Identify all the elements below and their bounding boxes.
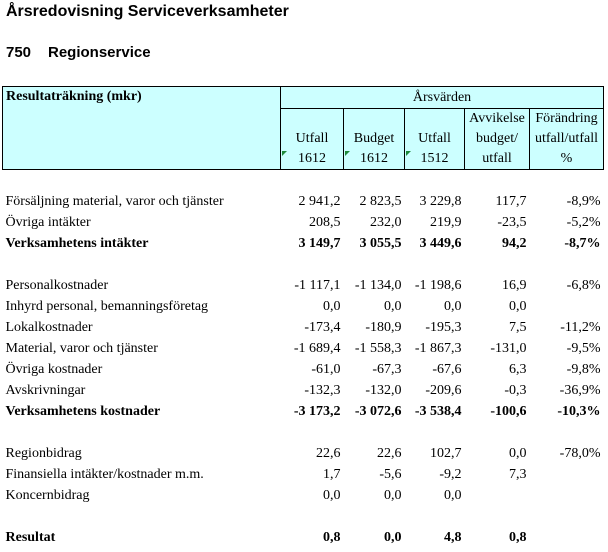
table-row [3,191,604,212]
value-cell: 0,8 [323,530,341,545]
empty-cell [3,422,281,443]
row-label: Regionbidrag [5,446,82,461]
value-cell [530,527,604,548]
empty-cell [465,506,530,527]
unit-code: 750 [6,44,32,61]
column-header-line: 1612 [298,151,326,166]
value-cell: -195,3 [425,320,462,335]
unit-name: Regionservice [48,44,151,61]
table-row [3,443,604,464]
group-header: Årsvärden [281,87,604,109]
total-row [3,527,604,548]
row-label: Koncernbidrag [5,488,90,503]
value-cell: 0,8 [509,530,527,545]
row-label: Verksamhetens kostnader [5,404,161,419]
value-cell: -132,3 [304,383,341,398]
value-cell: 16,9 [502,278,527,293]
value-cell: 2 823,5 [359,194,402,209]
empty-cell [530,170,604,192]
value-cell: 208,5 [309,215,341,230]
value-cell: 22,6 [377,446,402,461]
empty-cell [344,170,405,192]
value-cell: -61,0 [311,362,341,377]
empty-cell [344,506,405,527]
table-row [3,317,604,338]
value-cell: 6,3 [509,362,527,377]
value-cell: -132,0 [365,383,402,398]
column-header-line: Avvikelse [469,111,525,126]
empty-cell [344,422,405,443]
column-header-5 [530,109,604,170]
header-row-top [3,87,604,109]
value-cell: -1 689,4 [293,341,341,356]
table-row [3,212,604,233]
value-cell [530,464,604,485]
row-label: Inhyrd personal, bemanningsföretag [5,299,209,314]
column-header-1 [281,109,344,170]
empty-cell [465,254,530,275]
column-header-line: budget/ [476,131,518,146]
column-header-line: Utfall [418,131,451,146]
value-cell: -67,3 [372,362,402,377]
empty-cell [3,170,281,192]
value-cell [530,296,604,317]
value-cell: 3 149,7 [298,236,341,251]
value-cell: -100,6 [490,404,527,419]
value-cell: 0,0 [509,299,527,314]
table-row [3,275,604,296]
value-cell: -9,5% [566,341,601,356]
empty-cell [281,170,344,192]
row-label: Resultat [5,530,56,545]
value-cell: -1 198,6 [414,278,462,293]
column-header-line: Budget [353,131,395,146]
value-cell: -180,9 [365,320,402,335]
empty-cell [281,422,344,443]
row-label: Avskrivningar [5,383,86,398]
value-cell: -1 867,3 [414,341,462,356]
empty-cell [465,170,530,192]
total-row [3,233,604,254]
table-row [3,485,604,506]
report-subtitle [6,44,151,61]
row-header: Resultaträkning (mkr) [3,87,281,170]
row-label: Övriga intäkter [5,215,91,230]
column-header-line: % [560,151,573,166]
table-row [3,338,604,359]
value-cell: -3 538,4 [414,404,462,419]
empty-cell [3,506,281,527]
value-cell: -173,4 [304,320,341,335]
empty-cell [405,506,465,527]
value-cell: -5,6 [379,467,402,482]
value-cell: -0,3 [504,383,527,398]
row-label: Verksamhetens intäkter [5,236,149,251]
column-header-line: utfall [482,151,512,166]
row-label: Material, varor och tjänster [5,341,158,356]
cell-marker-icon [406,151,411,156]
table-body [3,87,604,549]
value-cell: 0,0 [444,488,462,503]
income-statement-table [2,86,604,548]
spacer-row [3,506,604,527]
spacer-row [3,422,604,443]
spacer-row [3,170,604,192]
value-cell: -5,2% [566,215,601,230]
empty-cell [530,422,604,443]
value-cell: -1 558,3 [354,341,402,356]
value-cell: -67,6 [432,362,462,377]
empty-cell [530,506,604,527]
value-cell: -10,3% [557,404,601,419]
value-cell: 7,5 [509,320,527,335]
empty-cell [530,254,604,275]
value-cell: 117,7 [495,194,527,209]
value-cell: 0,0 [323,299,341,314]
column-header-2 [344,109,405,170]
cell-marker-icon [345,151,350,156]
value-cell: -3 173,2 [293,404,341,419]
value-cell: -3 072,6 [354,404,402,419]
value-cell: 94,2 [502,236,527,251]
value-cell: 0,0 [444,299,462,314]
value-cell [530,485,604,506]
total-row [3,401,604,422]
row-label: Försäljning material, varor och tjänster [5,194,224,209]
report-title: Årsredovisning Serviceverksamheter [6,3,289,20]
spacer-row [3,254,604,275]
value-cell: -1 117,1 [294,278,341,293]
value-cell: -23,5 [497,215,527,230]
value-cell: -78,0% [559,446,601,461]
empty-cell [465,422,530,443]
empty-cell [281,506,344,527]
value-cell: -1 134,0 [354,278,402,293]
empty-cell [281,254,344,275]
table-row [3,296,604,317]
value-cell: 22,6 [316,446,341,461]
value-cell: 3 055,5 [359,236,402,251]
column-header-line: Utfall [295,131,329,146]
value-cell: -8,7% [564,236,601,251]
value-cell: 0,0 [384,299,402,314]
value-cell: 0,0 [323,488,341,503]
value-cell: -9,2 [439,467,462,482]
value-cell: 0,0 [384,488,402,503]
value-cell: 0,0 [384,530,402,545]
value-cell: 4,8 [444,530,462,545]
column-header-line: Förändring [535,111,598,126]
empty-cell [344,254,405,275]
cell-marker-icon [282,151,287,156]
value-cell: 232,0 [370,215,402,230]
value-cell: -11,2% [560,320,601,335]
value-cell: 3 449,6 [419,236,462,251]
column-header-3 [405,109,465,170]
value-cell: 1,7 [323,467,341,482]
empty-cell [3,254,281,275]
value-cell: 2 941,2 [298,194,341,209]
row-label: Övriga kostnader [5,362,103,377]
table-row [3,359,604,380]
value-cell: -8,9% [566,194,601,209]
value-cell: -6,8% [566,278,601,293]
column-header-line: utfall/utfall [535,131,598,146]
value-cell: -131,0 [490,341,527,356]
value-cell: 3 229,8 [419,194,462,209]
value-cell: -9,8% [566,362,601,377]
empty-cell [405,170,465,192]
value-cell: -36,9% [559,383,601,398]
table-row [3,380,604,401]
column-header-4 [465,109,530,170]
row-label: Lokalkostnader [5,320,93,335]
empty-cell [405,254,465,275]
value-cell [465,485,530,506]
value-cell: 7,3 [509,467,527,482]
value-cell: 0,0 [509,446,527,461]
row-label: Personalkostnader [5,278,109,293]
empty-cell [405,422,465,443]
value-cell: -209,6 [425,383,462,398]
row-label: Finansiella intäkter/kostnader m.m. [5,467,204,482]
value-cell: 219,9 [430,215,462,230]
column-header-line: 1612 [360,151,388,166]
table-row [3,464,604,485]
column-header-line: 1512 [420,151,449,166]
value-cell: 102,7 [430,446,462,461]
